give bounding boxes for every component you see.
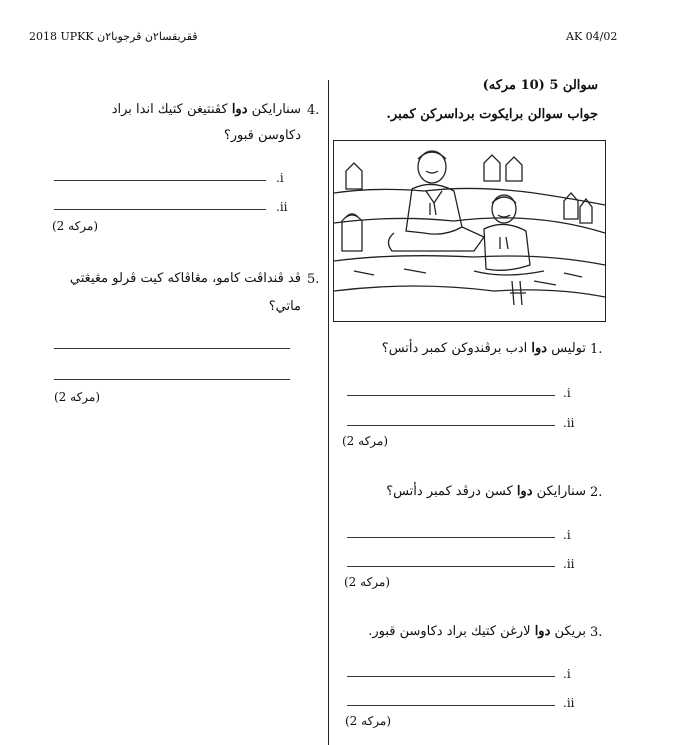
question-2-text: سنارايكن دوا كسن درڤد كمبر دأتس؟ [386, 484, 586, 499]
answer-line[interactable] [347, 705, 555, 706]
question-3-number: 3. [590, 625, 603, 640]
answer-label: .ii [276, 200, 288, 214]
question-4-line1: سنارايكن دوا كڤنتيغن كتيك اندا براد [111, 102, 301, 117]
answer-line[interactable] [347, 566, 555, 567]
header-code: AK 04/02 [566, 30, 618, 43]
answer-label: .ii [563, 416, 575, 430]
question-3-text: بريكن دوا لارغن كتيك براد دكاوسن قبور. [368, 624, 586, 639]
praying-boys-picture [333, 140, 606, 322]
question-4-line2: دكاوسن قبور؟ [223, 128, 301, 143]
answer-line[interactable] [347, 425, 555, 426]
question-5-number: 5. [307, 272, 320, 287]
answer-label: .i [563, 667, 571, 681]
section-title: سوالن 5 (10 مركه) [482, 78, 598, 93]
answer-line[interactable] [54, 209, 266, 210]
question-2-number: 2. [590, 485, 603, 500]
marks-label: (2 مركه) [54, 390, 101, 404]
answer-label: .i [276, 171, 284, 185]
header-subject: 2018 UPKK ڤقريقسا٢ن ڤرجوبا٢ن [29, 30, 198, 43]
question-5-line2: ماتي؟ [268, 299, 301, 314]
answer-line[interactable] [54, 379, 290, 380]
answer-line[interactable] [347, 395, 555, 396]
answer-label: .ii [563, 557, 575, 571]
praying-boys-icon [334, 141, 605, 321]
answer-label: .ii [563, 696, 575, 710]
question-4-number: 4. [307, 103, 320, 118]
column-divider [328, 80, 329, 745]
question-5-line1: ڤد ڤنداڤت كامو، مڠاڤاكه كيت ڤرلو مڠيڠتي [69, 271, 301, 286]
answer-line[interactable] [347, 537, 555, 538]
answer-line[interactable] [54, 348, 290, 349]
marks-label: (2 مركه) [52, 219, 99, 233]
answer-line[interactable] [347, 676, 555, 677]
marks-label: (2 مركه) [345, 714, 392, 728]
marks-label: (2 مركه) [344, 575, 391, 589]
section-instruction: جواب سوالن برايكوت برداسركن كمبر. [386, 107, 598, 122]
question-1-text: توليس دوا ادب برڤندوكن كمبر دأتس؟ [381, 341, 586, 356]
answer-label: .i [563, 528, 571, 542]
question-1-number: 1. [590, 342, 603, 357]
answer-label: .i [563, 386, 571, 400]
answer-line[interactable] [54, 180, 266, 181]
marks-label: (2 مركه) [342, 434, 389, 448]
